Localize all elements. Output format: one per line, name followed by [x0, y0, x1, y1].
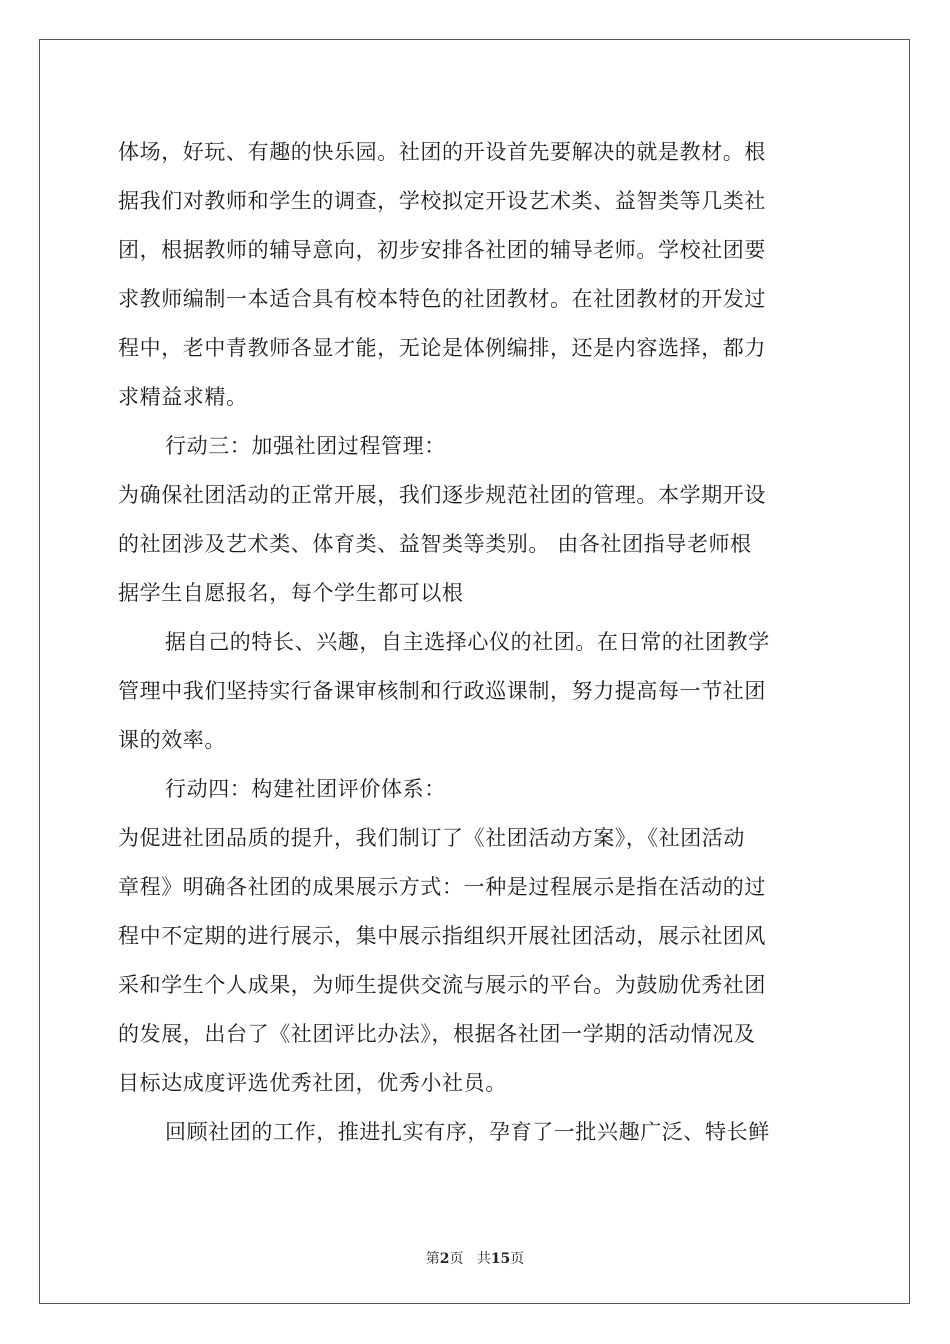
text-line: 目标达成度评选优秀社团，优秀小社员。: [118, 1071, 507, 1095]
footer-page-number: 2: [439, 1251, 450, 1267]
text-line: 的发展，出台了《社团评比办法》，根据各社团一学期的活动情况及: [118, 1022, 756, 1046]
text-line: 求教师编制一本适合具有校本特色的社团教材。在社团教材的开发过: [118, 287, 766, 311]
text-line: 采和学生个人成果，为师生提供交流与展示的平台。为鼓励优秀社团: [118, 973, 766, 997]
text-line: 体场，好玩、有趣的快乐园。社团的开设首先要解决的就是教材。根: [118, 140, 766, 164]
text-line: 的社团涉及艺术类、体育类、益智类等类别。 由各社团指导老师根: [118, 532, 752, 556]
footer-total-prefix: 共: [476, 1251, 491, 1267]
page-footer: [0, 1248, 950, 1268]
footer-total-pages: 15: [490, 1251, 511, 1267]
text-line: 程中不定期的进行展示，集中展示指组织开展社团活动，展示社团风: [118, 924, 766, 948]
text-line: 程中，老中青教师各显才能，无论是体例编排，还是内容选择，都力: [118, 336, 766, 360]
footer-page-prefix: 第: [425, 1251, 440, 1267]
text-line: 管理中我们坚持实行备课审核制和行政巡课制，努力提高每一节社团: [118, 679, 766, 703]
footer-total-unit: 页: [510, 1251, 525, 1267]
text-line: 据自己的特长、兴趣，自主选择心仪的社团。在日常的社团教学: [165, 630, 770, 654]
text-line: 据我们对教师和学生的调查，学校拟定开设艺术类、益智类等几类社: [118, 189, 766, 213]
text-line: 行动三：加强社团过程管理：: [165, 434, 446, 458]
text-line: 行动四：构建社团评价体系：: [165, 777, 446, 801]
document-body: [118, 128, 834, 1157]
text-line: 为确保社团活动的正常开展，我们逐步规范社团的管理。本学期开设: [118, 483, 766, 507]
text-line: 回顾社团的工作，推进扎实有序，孕育了一批兴趣广泛、特长鲜: [165, 1120, 770, 1144]
text-line: 求精益求精。: [118, 385, 248, 409]
text-line: 章程》明确各社团的成果展示方式：一种是过程展示是指在活动的过: [118, 875, 766, 899]
text-line: 为促进社团品质的提升，我们制订了《社团活动方案》，《社团活动: [118, 826, 745, 850]
text-line: 据学生自愿报名，每个学生都可以根: [118, 581, 464, 605]
text-line: 课的效率。: [118, 728, 226, 752]
footer-page-unit: 页: [449, 1251, 464, 1267]
text-line: 团，根据教师的辅导意向，初步安排各社团的辅导老师。学校社团要: [118, 238, 766, 262]
